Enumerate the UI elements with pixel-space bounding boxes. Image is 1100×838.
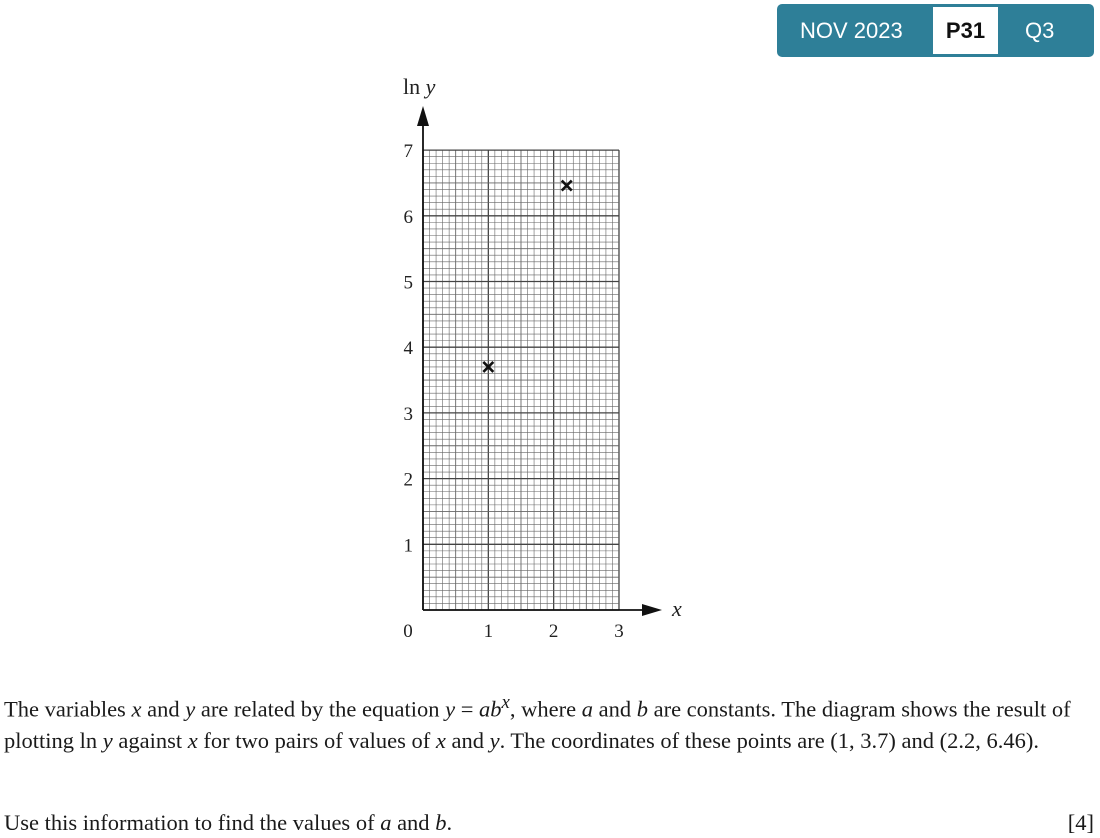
y-tick-label: 3: [403, 403, 413, 425]
x-axis-arrow: [642, 604, 662, 616]
y-tick-label: 4: [403, 338, 413, 360]
y-tick-label: 6: [403, 206, 413, 228]
x-tick-label: 0: [403, 621, 413, 642]
x-axis-label: x: [672, 596, 682, 621]
tick-labels: [403, 74, 682, 642]
y-tick-label: 5: [403, 272, 413, 294]
question-paragraph: The variables x and y are related by the equation $y = ab^x$, where a and b are constants. The diagram shows the result of plotting ln y against x for two pairs of values of x and y. The coordinates of these points are (1, 3.7) and (2.2, 6.46).: [4, 692, 1071, 753]
x-tick-label: 3: [614, 621, 624, 642]
marks-label: [4]: [1067, 810, 1094, 835]
y-axis-label: ln y: [403, 74, 436, 99]
grid: [423, 150, 619, 610]
question-label: Q3: [1025, 17, 1055, 43]
y-tick-label: 2: [403, 469, 413, 491]
y-axis-arrow: [417, 106, 429, 126]
y-tick-label: 1: [403, 535, 413, 557]
paper-label: P31: [933, 7, 998, 54]
y-tick-label: 7: [403, 141, 413, 163]
session-label: NOV 2023: [800, 17, 903, 43]
x-tick-label: 1: [483, 621, 494, 642]
x-tick-label: 2: [548, 621, 559, 642]
question-instruction: Use this information to find the values of a and b. [4]: [4, 807, 1094, 838]
